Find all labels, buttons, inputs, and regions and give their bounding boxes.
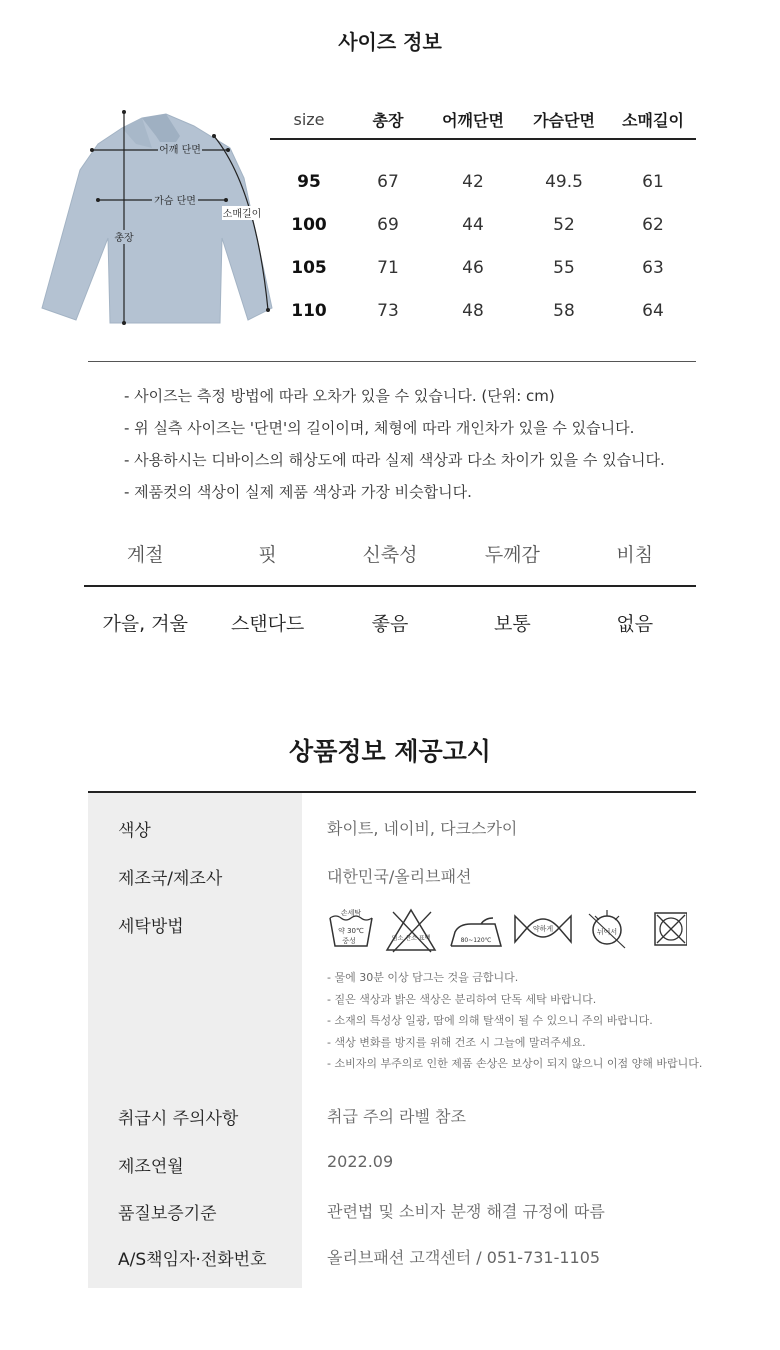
svg-text:80~120℃: 80~120℃ bbox=[460, 937, 492, 944]
info-label: 품질보증기준 bbox=[118, 1204, 217, 1224]
feature-value-fit: 스탠다드 bbox=[230, 612, 305, 635]
chest-value: 49.5 bbox=[545, 171, 583, 192]
line-dry-shade-icon bbox=[589, 910, 625, 948]
care-symbols bbox=[327, 908, 687, 954]
length-value: 73 bbox=[377, 300, 399, 321]
feature-header-row bbox=[84, 540, 696, 587]
info-label: 제조연월 bbox=[118, 1157, 184, 1177]
size-notes bbox=[124, 385, 665, 513]
size-table-header bbox=[270, 100, 696, 140]
washing-note: - 소재의 특성상 일광, 땀에 의해 탈색이 될 수 있으니 주의 바랍니다. bbox=[327, 1014, 653, 1027]
feature-header-sheerness: 비침 bbox=[616, 544, 654, 566]
sleeve-value: 62 bbox=[642, 214, 664, 235]
info-value: 2022.09 bbox=[327, 1152, 394, 1171]
length-label: 총장 bbox=[114, 233, 134, 244]
size-value: 105 bbox=[291, 257, 327, 278]
shoulder-label: 어깨 단면 bbox=[159, 145, 201, 156]
header-sleeve: 소매길이 bbox=[622, 110, 684, 130]
info-label: 제조국/제조사 bbox=[118, 869, 223, 889]
sleeve-value: 64 bbox=[642, 300, 664, 321]
svg-text:약하게: 약하게 bbox=[532, 925, 554, 933]
size-table bbox=[270, 100, 696, 332]
washing-note: - 물에 30분 이상 담그는 것을 금합니다. bbox=[327, 971, 519, 984]
shoulder-value: 46 bbox=[462, 257, 484, 278]
shirt-measurement-diagram bbox=[36, 108, 276, 333]
feature-header-thickness: 두께감 bbox=[484, 544, 540, 566]
feature-value-sheerness: 없음 bbox=[616, 612, 654, 635]
chest-value: 52 bbox=[553, 214, 575, 235]
svg-text:뉘어서: 뉘어서 bbox=[596, 928, 618, 936]
feature-value-stretch: 좋음 bbox=[371, 612, 409, 635]
gentle-wring-icon bbox=[515, 916, 571, 942]
info-label: A/S책임자·전화번호 bbox=[118, 1250, 267, 1270]
svg-text:염소 산소 표백: 염소 산소 표백 bbox=[391, 935, 431, 942]
iron-icon bbox=[451, 918, 501, 946]
washing-note: - 짙은 색상과 밝은 색상은 분리하여 단독 세탁 바랍니다. bbox=[327, 992, 597, 1006]
size-value: 95 bbox=[297, 171, 321, 192]
info-value: 관련법 및 소비자 분쟁 해결 규정에 따름 bbox=[327, 1202, 605, 1221]
table-row bbox=[270, 203, 696, 246]
feature-table bbox=[84, 540, 696, 647]
header-size: size bbox=[293, 109, 325, 129]
size-value: 110 bbox=[291, 300, 327, 321]
header-shoulder: 어깨단면 bbox=[442, 110, 504, 130]
feature-header-fit: 핏 bbox=[258, 544, 277, 566]
chest-value: 55 bbox=[553, 257, 575, 278]
no-bleach-icon bbox=[387, 910, 435, 952]
section-divider bbox=[88, 361, 696, 362]
sleeve-value: 63 bbox=[642, 257, 664, 278]
size-info-title: 사이즈 정보 bbox=[338, 30, 442, 54]
feature-value-row bbox=[84, 587, 696, 647]
sleeve-value: 61 bbox=[642, 171, 664, 192]
size-note: - 사이즈는 측정 방법에 따라 오차가 있을 수 있습니다. (단위: cm) bbox=[124, 387, 555, 405]
size-note: - 위 실측 사이즈는 '단면'의 길이이며, 체형에 따라 개인차가 있을 수 있습니다. bbox=[124, 419, 635, 437]
feature-value-thickness: 보통 bbox=[494, 612, 531, 635]
table-row bbox=[270, 289, 696, 332]
shoulder-value: 42 bbox=[462, 171, 484, 192]
info-label: 취급시 주의사항 bbox=[118, 1109, 239, 1129]
shoulder-value: 48 bbox=[462, 300, 484, 321]
feature-header-season: 계절 bbox=[126, 544, 164, 566]
table-row bbox=[270, 246, 696, 289]
feature-value-season: 가을, 겨울 bbox=[102, 612, 188, 635]
size-note: - 제품컷의 색상이 실제 제품 색상과 가장 비슷합니다. bbox=[124, 483, 472, 501]
sleeve-label: 소매길이 bbox=[222, 209, 262, 220]
info-value: 올리브패션 고객센터 / 051-731-1105 bbox=[327, 1248, 601, 1267]
washing-note: - 색상 변화를 방지를 위해 건조 시 그늘에 말려주세요. bbox=[327, 1035, 586, 1049]
header-chest: 가슴단면 bbox=[533, 110, 595, 130]
length-value: 71 bbox=[377, 257, 399, 278]
size-note: - 사용하시는 디바이스의 해상도에 따라 실제 색상과 다소 차이가 있을 수 있습니다. bbox=[124, 451, 665, 469]
info-label: 색상 bbox=[118, 821, 151, 841]
info-value: 대한민국/올리브패션 bbox=[327, 867, 472, 886]
no-tumble-dry-icon bbox=[655, 913, 687, 945]
shoulder-value: 44 bbox=[462, 214, 484, 235]
svg-text:약 30℃: 약 30℃ bbox=[338, 927, 364, 935]
washing-note: - 소비자의 부주의로 인한 제품 손상은 보상이 되지 않으니 이점 양해 바랍니다. bbox=[327, 1057, 703, 1070]
length-value: 69 bbox=[377, 214, 399, 235]
info-value: 화이트, 네이비, 다크스카이 bbox=[327, 819, 518, 838]
product-notice-title: 상품정보 제공고시 bbox=[289, 737, 491, 766]
length-value: 67 bbox=[377, 171, 399, 192]
hand-wash-icon bbox=[330, 908, 372, 946]
washing-notes bbox=[327, 970, 702, 1078]
chest-value: 58 bbox=[553, 300, 575, 321]
svg-text:손세탁: 손세탁 bbox=[340, 909, 362, 917]
info-label: 세탁방법 bbox=[118, 917, 184, 937]
table-row bbox=[270, 160, 696, 203]
svg-text:중성: 중성 bbox=[342, 937, 356, 945]
header-length: 총장 bbox=[372, 110, 404, 130]
chest-label: 가슴 단면 bbox=[154, 196, 196, 207]
product-info-table bbox=[88, 791, 703, 1288]
size-value: 100 bbox=[291, 214, 327, 235]
info-value: 취급 주의 라벨 참조 bbox=[327, 1107, 466, 1126]
feature-header-stretch: 신축성 bbox=[362, 544, 418, 566]
